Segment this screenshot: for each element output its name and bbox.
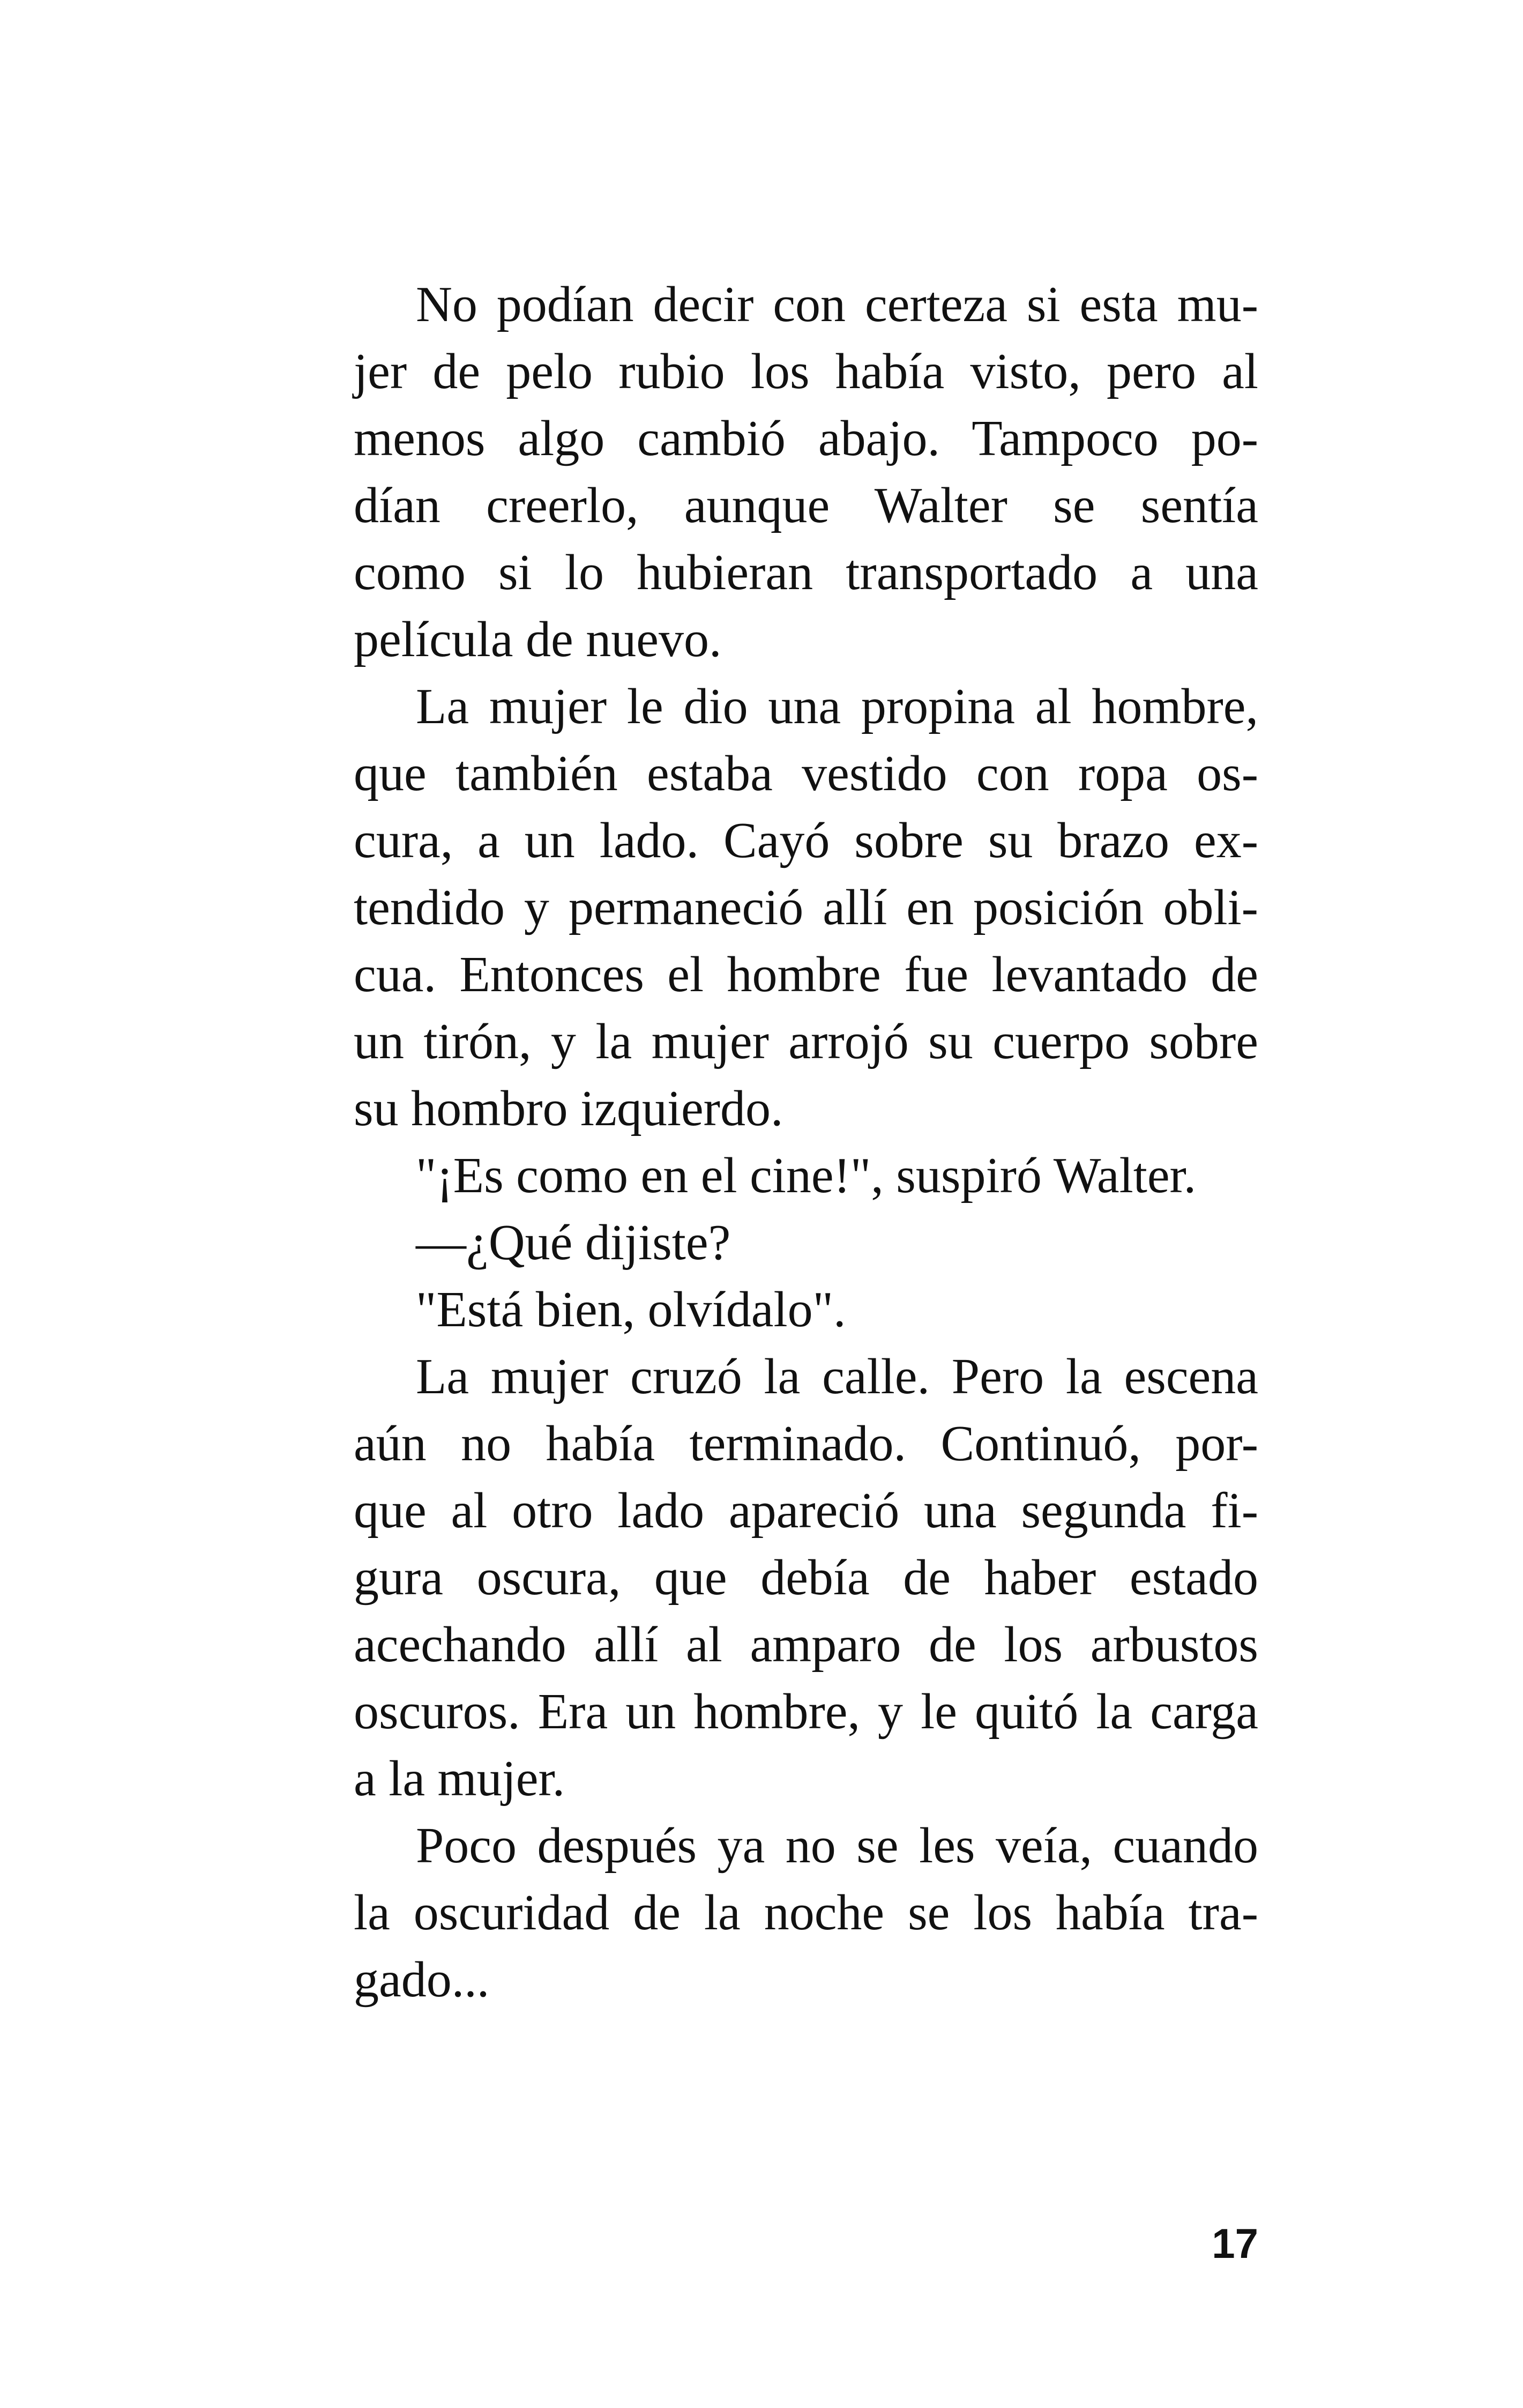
text-line: jer de pelo rubio los había visto, pero al [354, 344, 1258, 399]
text-line: La mujer cruzó la calle. Pero la escena [416, 1349, 1258, 1404]
text-line: —¿Qué dijiste? [416, 1215, 731, 1270]
paragraph-5 [354, 1276, 1258, 1343]
paragraph-7 [354, 1812, 1258, 2013]
text-line: que también estaba vestido con ropa os- [354, 746, 1258, 801]
text-line: Poco después ya no se les veía, cuando [416, 1818, 1258, 1874]
text-line: un tirón, y la mujer arrojó su cuerpo sobre [354, 1014, 1258, 1069]
text-line: cua. Entonces el hombre fue levantado de [354, 947, 1258, 1002]
text-line: acechando allí al amparo de los arbustos [354, 1617, 1258, 1673]
text-line: cura, a un lado. Cayó sobre su brazo ex- [354, 813, 1258, 868]
text-line: oscuros. Era un hombre, y le quitó la carga [354, 1684, 1258, 1740]
text-line: la oscuridad de la noche se los había tra- [354, 1885, 1258, 1941]
text-line: gura oscura, que debía de haber estado [354, 1550, 1258, 1606]
paragraph-6 [354, 1343, 1258, 1812]
text-line: La mujer le dio una propina al hombre, [416, 679, 1258, 734]
page-number: 17 [1212, 2220, 1258, 2267]
text-line: gado... [354, 1952, 490, 2008]
text-line: dían creerlo, aunque Walter se sentía [354, 478, 1258, 533]
text-line: No podían decir con certeza si esta mu- [416, 277, 1258, 332]
paragraph-1 [354, 271, 1258, 673]
text-line: a la mujer. [354, 1751, 565, 1807]
paragraph-4 [354, 1209, 1258, 1276]
text-line: película de nuevo. [354, 612, 722, 667]
paragraph-3 [354, 1142, 1258, 1209]
text-line: su hombro izquierdo. [354, 1081, 783, 1136]
paragraph-2 [354, 673, 1258, 1142]
text-line: menos algo cambió abajo. Tampoco po- [354, 411, 1258, 466]
text-line: "¡Es como en el cine!", suspiró Walter. [416, 1148, 1197, 1203]
text-line: tendido y permaneció allí en posición obli- [354, 880, 1258, 935]
text-line: como si lo hubieran transportado a una [354, 545, 1258, 600]
body-text [354, 271, 1258, 2013]
text-line: que al otro lado apareció una segunda fi- [354, 1483, 1258, 1539]
text-line: "Está bien, olvídalo". [416, 1282, 846, 1337]
text-line: aún no había terminado. Continuó, por- [354, 1416, 1258, 1471]
